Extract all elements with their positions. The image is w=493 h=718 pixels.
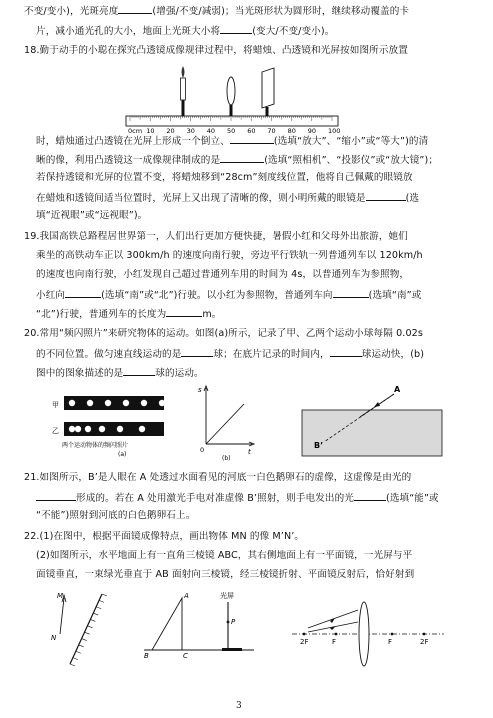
- line-15-part-a: 的不同位置。做匀速直线运动的是: [36, 349, 182, 360]
- line-19: “不能”)照射到河底的白色鹅卵石上。: [36, 510, 196, 521]
- ball-jia: [87, 400, 93, 406]
- text-line-16: [36, 366, 476, 380]
- point-c-label: C: [183, 652, 188, 660]
- ruler-label: 20: [166, 127, 175, 134]
- text-line-15: [36, 347, 476, 361]
- line-21: (2)如图所示，水平地面上有一直角三棱镜 ABC，其右侧地面上有一平面镜，一光屏与平: [36, 550, 413, 561]
- ruler-label: 30: [186, 127, 195, 134]
- focal-label: 2F: [300, 638, 309, 646]
- plane-mirror-base: [222, 648, 242, 651]
- answer-blank[interactable]: [123, 366, 155, 376]
- hatch-mark: [87, 626, 92, 628]
- ball-yi: [75, 426, 81, 432]
- right-prism: [152, 598, 182, 650]
- figure-20b-label: (b): [222, 455, 231, 462]
- question-22-title: [24, 531, 476, 543]
- hatch-mark: [96, 607, 101, 609]
- text-line-13: [36, 307, 476, 321]
- text-line-11: [36, 269, 476, 281]
- figure-22a-plane-mirror: [46, 590, 116, 668]
- line-5-part-b: (选填“照相机”、“投影仪”或“放大镜”)；: [264, 155, 439, 166]
- line-4-part-a: 时，蜡烛通过凸透镜在光屏上形成一个倒立、: [36, 136, 230, 147]
- arrow-icon: [374, 402, 380, 407]
- text-line-18: [36, 491, 476, 505]
- answer-blank[interactable]: [330, 347, 362, 357]
- hatch-mark: [93, 613, 98, 615]
- answer-blank[interactable]: [36, 491, 76, 501]
- line-14: 20.常用“频闪照片”来研究物体的运动。如图(a)所示，记录了甲、乙两个运动小球每隔 0.02s: [24, 328, 423, 339]
- hatch-mark: [79, 645, 84, 647]
- strip-jia: [64, 396, 164, 410]
- answer-blank[interactable]: [354, 491, 386, 501]
- ball-jia: [159, 400, 165, 406]
- line-2-part-a: 片，减小通光孔的大小，地面上光斑大小将: [36, 26, 221, 37]
- line-15-part-b: 球；在底片记录的时间内，: [213, 349, 330, 360]
- hatch-mark: [82, 639, 87, 641]
- line-3: 18.勤于动手的小聪在探究凸透镜成像规律过程中，将蜡烛、凸透镜和光屏按如图所示放置: [24, 45, 408, 56]
- s-axis-label: s: [198, 386, 202, 394]
- answer-blank[interactable]: [220, 24, 252, 34]
- text-line-7: [36, 191, 476, 205]
- ball-jia: [123, 400, 129, 406]
- line-12-part-c: (选填“南”或: [368, 290, 422, 301]
- line-12-part-a: 小红向: [36, 290, 66, 301]
- light-screen: [262, 68, 274, 116]
- line-4-part-b: (选填“放大”、“缩小”或“等大”)的清: [273, 136, 429, 147]
- answer-blank[interactable]: [366, 191, 406, 201]
- incident-ray-1: [308, 610, 358, 628]
- line-18-part-b: (选填“能”或: [385, 493, 439, 504]
- hatch-mark: [73, 658, 78, 660]
- focal-label: F: [388, 638, 393, 646]
- line-16-part-a: 图中的图象描述的是: [36, 368, 124, 379]
- figure-21-water-refraction: [298, 384, 446, 460]
- focal-label: F: [332, 638, 337, 646]
- line-1-part-a: 不变/变小)，光斑亮度: [24, 6, 119, 17]
- hatch-mark: [99, 600, 104, 602]
- line-13-part-a: “北”)行驶，普通列车的长度为: [36, 309, 167, 320]
- focal-point: [391, 633, 394, 636]
- figure-20a-label: (a): [118, 451, 127, 458]
- text-line-12: [36, 288, 476, 302]
- ruler-label: 70: [267, 127, 276, 134]
- text-line-8: [36, 210, 476, 222]
- ruler-unit-label: 0cm: [128, 127, 143, 134]
- convex-lens: [359, 602, 369, 666]
- ball-yi: [99, 426, 105, 432]
- convex-lens: [227, 77, 235, 116]
- line-5-part-a: 晰的像，利用凸透镜这一成像规律制成的是: [36, 155, 221, 166]
- st-line: [206, 404, 244, 444]
- line-13-part-b: m。: [202, 309, 222, 320]
- ruler-label: 10: [146, 127, 155, 134]
- text-line-6: [36, 172, 476, 184]
- text-line-1: [24, 4, 476, 18]
- ruler-label: 60: [247, 127, 256, 134]
- ball-yi: [117, 426, 123, 432]
- line-18-part-a: 形成的。若在 A 处用激光手电对准虚像 B’照射，则手电发出的光: [76, 493, 354, 504]
- line-17: 21.如图所示，B’是人眼在 A 处透过水面看见的河底一白色鹅卵石的虚像，这虚像是由光的: [24, 472, 412, 483]
- point-a-label: A: [184, 592, 189, 600]
- question-20-title: [24, 328, 476, 340]
- line-9: 19.我国高铁总路程居世界第一，人们出行更加方便快捷，暑假小红和父母外出旅游，她们: [24, 231, 408, 242]
- hatch-mark: [90, 619, 95, 621]
- focal-point: [335, 633, 338, 636]
- hatch-mark: [76, 651, 81, 653]
- ball-yi: [85, 426, 91, 432]
- line-15-part-c: 球运动快，(b): [361, 349, 425, 360]
- text-line-4: [36, 134, 476, 148]
- line-7-part-b: (选: [405, 193, 420, 204]
- text-line-10: [36, 250, 476, 262]
- line-6: 若保持透镜和光屏的位置不变，将蜡烛移到“28cm”刻度线位置，他将自己佩戴的眼镜放: [36, 172, 413, 183]
- text-line-21: [36, 550, 476, 562]
- arrow-icon: [330, 618, 335, 623]
- focal-label: 2F: [420, 638, 429, 646]
- line-2-part-b: (变大/不变/变小)。: [252, 26, 335, 37]
- answer-blank[interactable]: [230, 134, 274, 144]
- line-10: 乘坐的高铁动车正以 300km/h 的速度向南行驶，旁边平行铁轨一列普通列车以 120km/h: [36, 250, 423, 261]
- point-a-label: A: [394, 385, 401, 394]
- answer-blank[interactable]: [166, 307, 202, 317]
- line-12-part-b: (选填“南”或“北”)行驶。以小红为参照物，普通列车向: [101, 290, 333, 301]
- hatch-mark: [70, 664, 75, 666]
- point-n-label: N: [51, 634, 57, 642]
- ruler-label: 90: [307, 127, 317, 134]
- text-line-5: [36, 153, 476, 167]
- point-b-label: B: [144, 652, 149, 660]
- focal-point: [423, 633, 426, 636]
- focal-point: [303, 633, 306, 636]
- answer-blank[interactable]: [118, 4, 152, 14]
- ruler-label: 100: [328, 127, 341, 134]
- question-21-title: [24, 472, 476, 484]
- line-8: 填“近视眼”或“远视眼”)。: [36, 210, 148, 221]
- ball-yi: [69, 426, 75, 432]
- mirror-hatch: [70, 594, 107, 666]
- text-line-2: [36, 24, 476, 38]
- object-mn: [60, 598, 64, 634]
- figure-20a-strobe-photo: [48, 390, 198, 460]
- line-20: 22.(1)在图中，根据平面镜成像特点，画出物体 MN 的像 M’N’。: [24, 531, 305, 542]
- page-number: 3: [236, 701, 242, 711]
- point-p: [227, 621, 230, 624]
- t-axis-label: t: [248, 448, 251, 456]
- question-18-title: [24, 45, 476, 57]
- candle: [181, 66, 186, 116]
- ball-jia: [105, 400, 111, 406]
- hatch-mark: [102, 594, 107, 596]
- ball-jia: [141, 400, 147, 406]
- answer-blank[interactable]: [65, 288, 101, 298]
- point-p-label: P: [231, 618, 236, 626]
- origin-label: 0: [200, 446, 205, 454]
- optical-bench-ruler: [126, 116, 338, 126]
- label-jia: 甲: [52, 401, 59, 409]
- figure-20b-st-graph: [196, 382, 256, 462]
- line-16-part-b: 球的运动。: [155, 368, 204, 379]
- figure-22c-convex-lens: [290, 588, 446, 668]
- ruler-label: 50: [227, 127, 236, 134]
- figure-18-optical-bench: [124, 64, 342, 134]
- answer-blank[interactable]: [220, 153, 264, 163]
- point-b-prime-label: B’: [314, 441, 324, 450]
- plane-mirror: [70, 594, 102, 664]
- ruler-label: 80: [287, 127, 296, 134]
- ball-yi: [139, 426, 145, 432]
- screen-label: 光屏: [220, 592, 234, 600]
- line-7-part-a: 在蜡烛和透镜间适当位置时，光屏上又出现了清晰的像，则小明所戴的眼镜是: [36, 193, 366, 204]
- text-line-22: [36, 569, 476, 581]
- answer-blank[interactable]: [333, 288, 369, 298]
- ball-jia: [69, 400, 75, 406]
- line-22: 面镜垂直，一束绿光垂直于 AB 面射向三棱镜，经三棱镜折射、平面镜反射后，恰好射到: [36, 569, 415, 580]
- answer-blank[interactable]: [181, 347, 213, 357]
- hatch-mark: [85, 632, 90, 634]
- figure-20a-caption: 两个运动物体的频闪照片: [62, 442, 129, 449]
- label-yi: 乙: [52, 427, 59, 435]
- line-1-part-b: (增强/不变/减弱)；当光斑形状为圆形时，继续移动覆盖的卡: [152, 6, 410, 17]
- point-m-label: M: [57, 592, 64, 600]
- figure-22b-prism-screen: [142, 588, 256, 668]
- text-line-19: [36, 510, 476, 522]
- line-11: 的速度也向南行驶，小红发现自己超过普通列车用的时间为 4s，以普通列车为参照物，: [36, 269, 410, 280]
- ruler-label: 40: [206, 127, 216, 134]
- question-19-title: [24, 231, 476, 243]
